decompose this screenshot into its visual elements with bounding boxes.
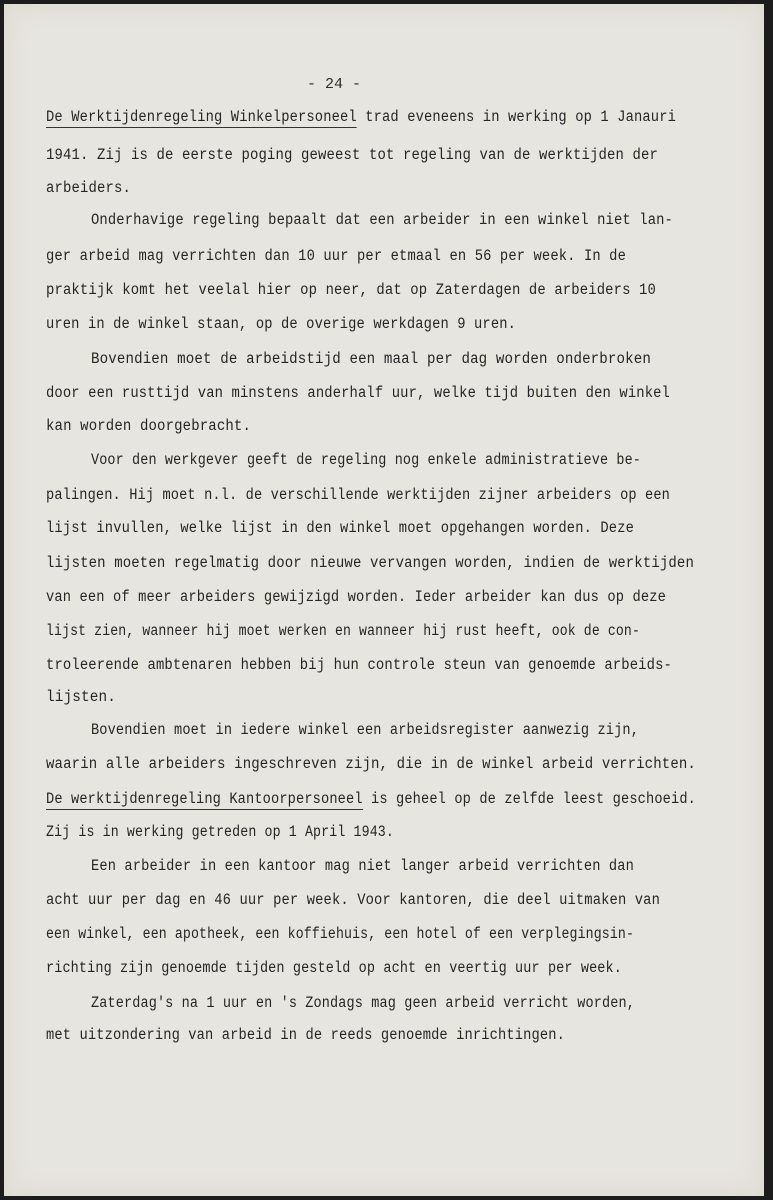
text-line <box>46 179 131 197</box>
text-line <box>46 315 516 333</box>
underlined-heading: De Werktijdenregeling Winkelpersoneel <box>46 108 357 126</box>
text-line <box>46 688 116 706</box>
text-segment: 1941. Zij is de eerste poging geweest tot regeling van de werktijden der <box>46 146 658 164</box>
text-segment: palingen. Hij moet n.l. de verschillende werktijden zijner arbeiders op een <box>46 486 670 504</box>
text-line <box>91 857 634 875</box>
text-segment: Een arbeider in een kantoor mag niet langer arbeid verrichten dan <box>91 857 634 875</box>
text-line <box>46 790 696 808</box>
text-segment: lijsten. <box>46 688 116 706</box>
text-segment: kan worden doorgebracht. <box>46 417 251 435</box>
text-segment: door een rusttijd van minstens anderhalf uur, welke tijd buiten den winkel <box>46 384 670 402</box>
text-line <box>46 656 672 674</box>
text-line <box>46 247 626 265</box>
text-line <box>91 350 651 368</box>
text-segment: trad eveneens in werking op 1 Janauri <box>356 108 676 126</box>
text-segment: Bovendien moet in iedere winkel een arbeidsregister aanwezig zijn, <box>91 721 639 739</box>
text-line <box>46 554 694 572</box>
text-segment: waarin alle arbeiders ingeschreven zijn, die in de winkel arbeid verrichten. <box>46 755 696 773</box>
text-segment: lijsten moeten regelmatig door nieuwe vervangen worden, indien de werktijden <box>46 554 694 572</box>
text-segment: lijst zien, wanneer hij moet werken en wanneer hij rust heeft, ook de con- <box>46 622 640 640</box>
text-segment: troleerende ambtenaren hebben bij hun controle steun van genoemde arbeids- <box>46 656 672 674</box>
text-line <box>46 891 660 909</box>
text-segment: van een of meer arbeiders gewijzigd worden. Ieder arbeider kan dus op deze <box>46 588 666 606</box>
text-segment: Bovendien moet de arbeidstijd een maal per dag worden onderbroken <box>91 350 651 368</box>
text-line <box>91 211 673 229</box>
text-segment: arbeiders. <box>46 179 131 197</box>
text-line <box>46 417 251 435</box>
text-line <box>46 959 622 977</box>
text-segment: uren in de winkel staan, op de overige werkdagen 9 uren. <box>46 315 516 333</box>
text-segment: lijst invullen, welke lijst in den winkel moet opgehangen worden. Deze <box>46 519 634 537</box>
text-line <box>46 622 640 640</box>
text-line <box>46 281 656 299</box>
text-segment: is geheel op de zelfde leest geschoeid. <box>362 790 696 808</box>
text-segment: Onderhavige regeling bepaalt dat een arbeider in een winkel niet lan- <box>91 211 673 229</box>
text-line <box>46 146 658 164</box>
text-segment: acht uur per dag en 46 uur per week. Voor kantoren, die deel uitmaken van <box>46 891 660 909</box>
text-segment: een winkel, een apotheek, een koffiehuis, een hotel of een verplegingsin- <box>46 925 634 943</box>
text-segment: Voor den werkgever geeft de regeling nog enkele administratieve be- <box>91 451 641 469</box>
text-line <box>46 823 394 841</box>
text-line <box>46 519 634 537</box>
text-line <box>46 925 634 943</box>
text-segment: ger arbeid mag verrichten dan 10 uur per etmaal en 56 per week. In de <box>46 247 626 265</box>
text-line <box>46 588 666 606</box>
text-line <box>91 721 639 739</box>
document-page <box>4 4 764 1196</box>
text-segment: met uitzondering van arbeid in de reeds genoemde inrichtingen. <box>46 1026 565 1044</box>
text-line <box>91 451 641 469</box>
text-line <box>46 384 670 402</box>
text-line <box>91 994 635 1012</box>
text-line <box>46 486 670 504</box>
text-segment: praktijk komt het veelal hier op neer, dat op Zaterdagen de arbeiders 10 <box>46 281 656 299</box>
underlined-heading: De werktijdenregeling Kantoorpersoneel <box>46 790 363 808</box>
page-number: - 24 - <box>306 76 361 93</box>
text-segment: Zij is in werking getreden op 1 April 1943. <box>46 823 394 841</box>
text-segment: Zaterdag's na 1 uur en 's Zondags mag geen arbeid verricht worden, <box>91 994 635 1012</box>
text-segment: richting zijn genoemde tijden gesteld op acht en veertig uur per week. <box>46 959 622 977</box>
text-line <box>46 108 676 126</box>
text-line <box>46 755 696 773</box>
text-line <box>46 1026 565 1044</box>
